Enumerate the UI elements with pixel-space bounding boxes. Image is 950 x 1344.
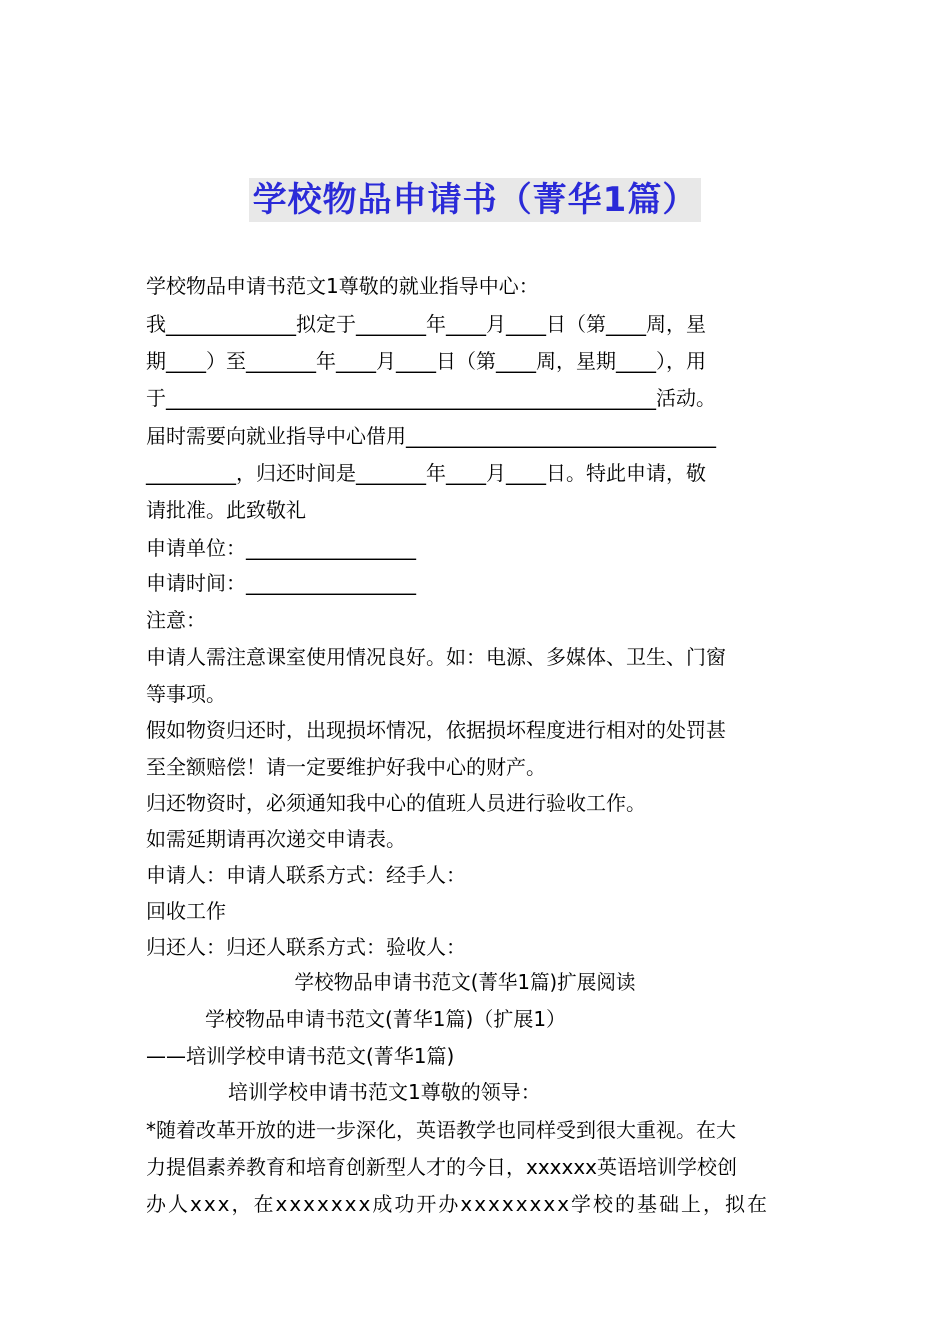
paragraph-line: 学校物品申请书范文1尊敬的就业指导中心： (146, 274, 539, 298)
application-time-line: 申请时间：_________________ (146, 571, 416, 595)
applicant-signature-line: 申请人：申请人联系方式：经手人： (146, 863, 466, 887)
paragraph-line: 期____）至_______年____月____日（第____周，星期____），用 (146, 349, 706, 373)
paragraph-line: 回收工作 (146, 899, 226, 923)
paragraph-line: 办人xxx，在xxxxxxx成功开办xxxxxxxx学校的基础上，拟在 (146, 1192, 770, 1216)
paragraph-line: 如需延期请再次递交申请表。 (146, 827, 406, 851)
paragraph-line: 于_________________________________________________活动。 (146, 386, 716, 410)
paragraph-line: 我_____________拟定于_______年____月____日（第____周，星 (146, 312, 706, 336)
paragraph-line: 至全额赔偿！请一定要维护好我中心的财产。 (146, 755, 546, 779)
extended-subheading: 学校物品申请书范文(菁华1篇)（扩展1） (205, 1007, 567, 1031)
applicant-unit-line: 申请单位：_________________ (146, 536, 416, 560)
extended-greeting: 培训学校申请书范文1尊敬的领导： (228, 1080, 541, 1104)
paragraph-line: 届时需要向就业指导中心借用_______________________________ (146, 424, 716, 448)
paragraph-line: 归还物资时，必须通知我中心的值班人员进行验收工作。 (146, 791, 646, 815)
notice-heading: 注意： (146, 608, 206, 632)
paragraph-line: 力提倡素养教育和培育创新型人才的今日，xxxxxx英语培训学校创 (146, 1155, 738, 1179)
paragraph-line: 申请人需注意课室使用情况良好。如：电源、多媒体、卫生、门窗 (146, 645, 726, 669)
extended-dash-line: ——培训学校申请书范文(菁华1篇) (146, 1044, 455, 1068)
returner-signature-line: 归还人：归还人联系方式：验收人： (146, 935, 466, 959)
title-container (0, 178, 950, 222)
paragraph-line: 等事项。 (146, 682, 226, 706)
paragraph-line: 请批准。此致敬礼 (146, 498, 306, 522)
extended-reading-heading: 学校物品申请书范文(菁华1篇)扩展阅读 (294, 970, 636, 994)
paragraph-line: _________，归还时间是_______年____月____日。特此申请，敬 (146, 461, 706, 485)
paragraph-line: *随着改革开放的进一步深化，英语教学也同样受到很大重视。在大 (146, 1118, 736, 1142)
document-title: 学校物品申请书（菁华1篇） (249, 178, 702, 222)
paragraph-line: 假如物资归还时，出现损坏情况，依据损坏程度进行相对的处罚甚 (146, 718, 726, 742)
